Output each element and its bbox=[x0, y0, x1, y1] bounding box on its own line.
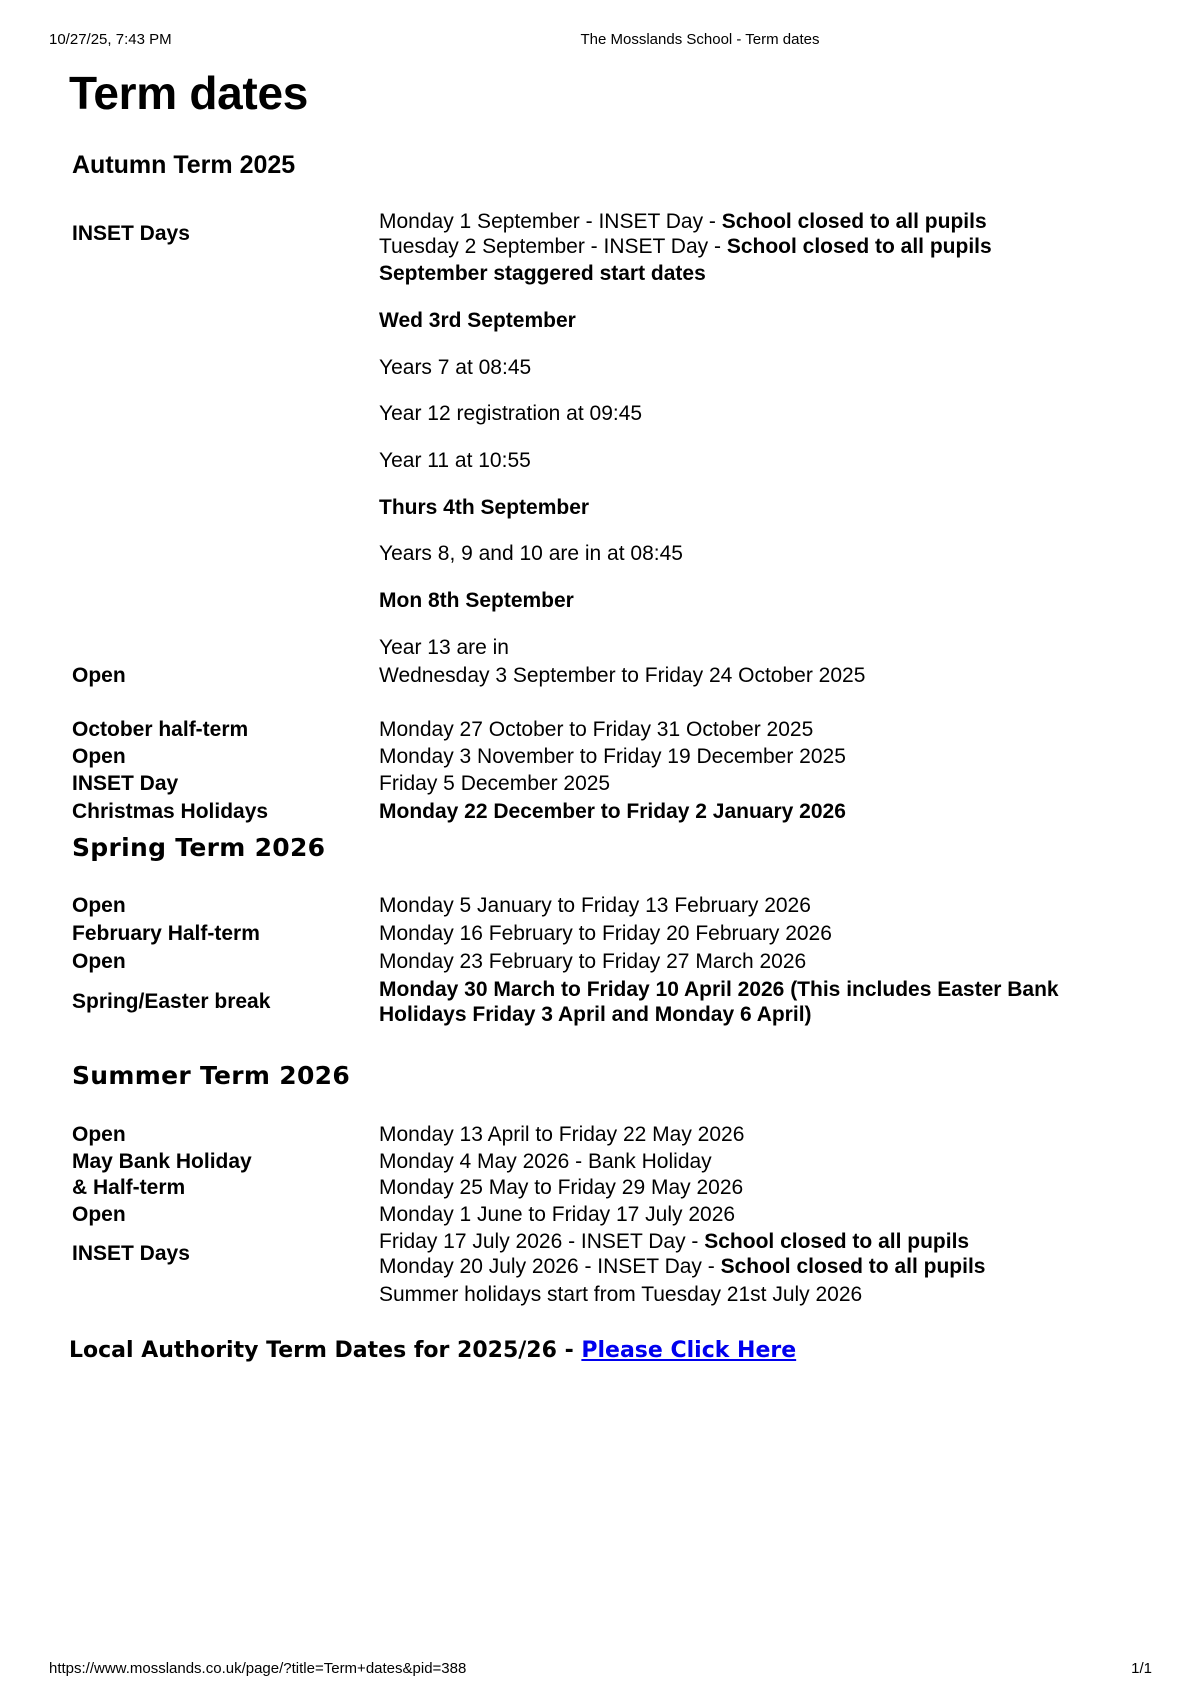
mon-start-heading: Mon 8th September bbox=[379, 589, 574, 612]
autumn-open1-label: Open bbox=[72, 664, 126, 687]
summer-open1-value: Monday 13 April to Friday 22 May 2026 bbox=[379, 1123, 745, 1146]
summer-inset-1: Friday 17 July 2026 - INSET Day - School closed to all pupils bbox=[379, 1230, 970, 1253]
y7-start: Years 7 at 08:45 bbox=[379, 356, 532, 379]
spring-open1-label: Open bbox=[72, 894, 126, 917]
february-half-term-value: Monday 16 February to Friday 20 February 2026 bbox=[379, 922, 832, 945]
wed-start-heading: Wed 3rd September bbox=[379, 309, 576, 332]
autumn-inset-day-value: Friday 5 December 2025 bbox=[379, 772, 611, 795]
autumn-open1-value: Wednesday 3 September to Friday 24 October 2025 bbox=[379, 664, 866, 687]
autumn-open2-value: Monday 3 November to Friday 19 December 2025 bbox=[379, 745, 846, 768]
y12-start: Year 12 registration at 09:45 bbox=[379, 402, 643, 425]
october-half-term-value: Monday 27 October to Friday 31 October 2025 bbox=[379, 718, 814, 741]
summer-open2-value: Monday 1 June to Friday 17 July 2026 bbox=[379, 1203, 736, 1226]
easter-break-value: Monday 30 March to Friday 10 April 2026 (This includes Easter Bank Holidays Friday 3 April and Monday 6 April) bbox=[379, 978, 1059, 1026]
summer-holidays: Summer holidays start from Tuesday 21st July 2026 bbox=[379, 1283, 863, 1306]
y13-start: Year 13 are in bbox=[379, 636, 509, 659]
la-term-dates-link[interactable]: Please Click Here bbox=[581, 1338, 797, 1363]
spring-open2-value: Monday 23 February to Friday 27 March 2026 bbox=[379, 950, 807, 973]
may-bank-holiday-label: May Bank Holiday bbox=[72, 1150, 252, 1173]
spring-open1-value: Monday 5 January to Friday 13 February 2026 bbox=[379, 894, 811, 917]
local-authority-line: Local Authority Term Dates for 2025/26 - Please Click Here bbox=[69, 1338, 797, 1363]
spring-open2-label: Open bbox=[72, 950, 126, 973]
spring-term-heading: Spring Term 2026 bbox=[72, 833, 326, 862]
may-half-term-label: & Half-term bbox=[72, 1176, 186, 1199]
october-half-term-label: October half-term bbox=[72, 718, 249, 741]
summer-open1-label: Open bbox=[72, 1123, 126, 1146]
autumn-inset-1: Monday 1 September - INSET Day - School closed to all pupils bbox=[379, 210, 987, 233]
summer-inset-2: Monday 20 July 2026 - INSET Day - School closed to all pupils bbox=[379, 1255, 986, 1278]
autumn-inset-day-label: INSET Day bbox=[72, 772, 179, 795]
print-datetime: 10/27/25, 7:43 PM bbox=[49, 31, 172, 48]
autumn-open2-label: Open bbox=[72, 745, 126, 768]
autumn-term-heading: Autumn Term 2025 bbox=[72, 151, 296, 179]
christmas-label: Christmas Holidays bbox=[72, 800, 269, 823]
summer-term-heading: Summer Term 2026 bbox=[72, 1061, 351, 1090]
print-page-title: The Mosslands School - Term dates bbox=[580, 31, 820, 48]
autumn-inset-2: Tuesday 2 September - INSET Day - School closed to all pupils bbox=[379, 235, 992, 258]
y8910-start: Years 8, 9 and 10 are in at 08:45 bbox=[379, 542, 683, 565]
summer-open2-label: Open bbox=[72, 1203, 126, 1226]
christmas-value: Monday 22 December to Friday 2 January 2026 bbox=[379, 800, 846, 823]
y11-start: Year 11 at 10:55 bbox=[379, 449, 531, 472]
may-bank-holiday-value: Monday 4 May 2026 - Bank Holiday bbox=[379, 1150, 712, 1173]
easter-break-label: Spring/Easter break bbox=[72, 990, 271, 1013]
summer-inset-label: INSET Days bbox=[72, 1242, 190, 1265]
print-url: https://www.mosslands.co.uk/page/?title=Term+dates&pid=388 bbox=[49, 1660, 467, 1677]
autumn-inset-label: INSET Days bbox=[72, 222, 190, 245]
print-page-number: 1/1 bbox=[1131, 1660, 1152, 1677]
thurs-start-heading: Thurs 4th September bbox=[379, 496, 590, 519]
page-title: Term dates bbox=[69, 67, 309, 119]
february-half-term-label: February Half-term bbox=[72, 922, 260, 945]
staggered-start-heading: September staggered start dates bbox=[379, 262, 706, 285]
may-half-term-value: Monday 25 May to Friday 29 May 2026 bbox=[379, 1176, 744, 1199]
